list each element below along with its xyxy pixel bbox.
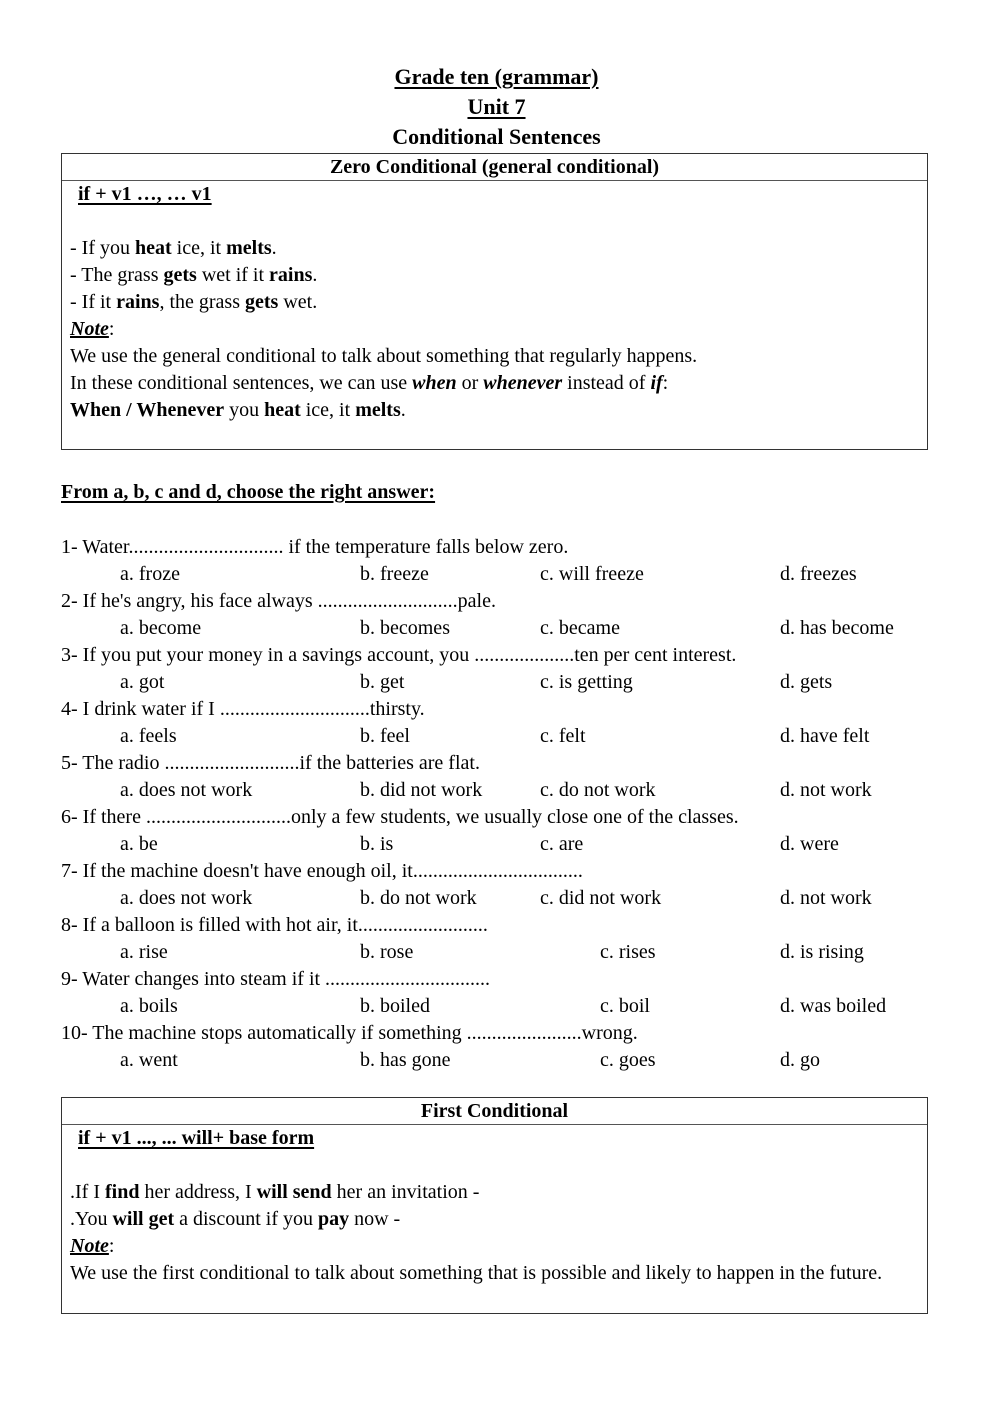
option-b[interactable]: b. do not work [360, 887, 477, 909]
option-b[interactable]: b. freeze [360, 563, 429, 585]
option-a[interactable]: a. froze [120, 563, 180, 585]
first-note-text: We use the first conditional to talk about something that is possible and likely to happen in the future. [70, 1262, 883, 1284]
note-example: When / Whenever you heat ice, it melts. [70, 399, 406, 421]
option-d[interactable]: d. is rising [780, 941, 864, 963]
option-a[interactable]: a. does not work [120, 887, 253, 909]
option-c[interactable]: c. did not work [540, 887, 662, 909]
zero-conditional-formula: if + v1 …, … v1 [78, 183, 212, 205]
first-conditional-heading: First Conditional [62, 1098, 927, 1125]
option-b[interactable]: b. becomes [360, 617, 450, 639]
options-row [61, 831, 941, 858]
example-2: - The grass gets wet if it rains. [70, 264, 318, 286]
option-a[interactable]: a. be [120, 833, 158, 855]
option-a[interactable]: a. become [120, 617, 202, 639]
options-row [61, 669, 941, 696]
option-b[interactable]: b. has gone [360, 1049, 451, 1071]
example-3: - If it rains, the grass gets wet. [70, 291, 318, 313]
options-row [61, 885, 941, 912]
question-2: 2- If he's angry, his face always ............................pale. [61, 590, 496, 612]
question-10: 10- The machine stops automatically if something .......................wrong. [61, 1022, 638, 1044]
option-b[interactable]: b. rose [360, 941, 414, 963]
option-a[interactable]: a. rise [120, 941, 168, 963]
exercise-instruction: From a, b, c and d, choose the right answer: [61, 481, 436, 503]
question-1: 1- Water............................... if the temperature falls below zero. [61, 536, 569, 558]
first-conditional-formula: if + v1 ..., ... will+ base form [78, 1127, 315, 1149]
options-row [61, 777, 941, 804]
question-9: 9- Water changes into steam if it ................................. [61, 968, 491, 990]
option-d[interactable]: d. was boiled [780, 995, 887, 1017]
question-list [61, 534, 941, 1074]
option-c[interactable]: c. is getting [540, 671, 633, 693]
note-text-1: We use the general conditional to talk about something that regularly happens. [70, 345, 698, 367]
option-c[interactable]: c. felt [540, 725, 586, 747]
option-c[interactable]: c. will freeze [540, 563, 644, 585]
option-d[interactable]: d. freezes [780, 563, 857, 585]
question-5: 5- The radio ...........................if the batteries are flat. [61, 752, 480, 774]
options-row [61, 939, 941, 966]
option-c[interactable]: c. became [540, 617, 620, 639]
zero-conditional-heading: Zero Conditional (general conditional) [62, 154, 927, 181]
option-d[interactable]: d. not work [780, 779, 872, 801]
option-c[interactable]: c. boil [600, 995, 650, 1017]
options-row [61, 723, 941, 750]
options-row [61, 993, 941, 1020]
option-d[interactable]: d. gets [780, 671, 833, 693]
options-row [61, 1047, 941, 1074]
first-conditional-box [61, 1097, 928, 1314]
option-b[interactable]: b. get [360, 671, 405, 693]
topic-title: Conditional Sentences [392, 124, 601, 149]
first-example-1: .If I find her address, I will send her an invitation - [70, 1181, 480, 1203]
option-a[interactable]: a. boils [120, 995, 178, 1017]
option-d[interactable]: d. go [780, 1049, 820, 1071]
option-d[interactable]: d. not work [780, 887, 872, 909]
note-text-2: In these conditional sentences, we can use when or whenever instead of if: [70, 372, 669, 394]
question-8: 8- If a balloon is filled with hot air, it.......................... [61, 914, 488, 936]
option-c[interactable]: c. rises [600, 941, 656, 963]
option-c[interactable]: c. are [540, 833, 584, 855]
option-b[interactable]: b. boiled [360, 995, 430, 1017]
question-7: 7- If the machine doesn't have enough oil, it.................................. [61, 860, 583, 882]
option-b[interactable]: b. did not work [360, 779, 483, 801]
question-3: 3- If you put your money in a savings account, you ....................ten per cent interest. [61, 644, 737, 666]
example-1: - If you heat ice, it melts. [70, 237, 277, 259]
question-4: 4- I drink water if I ..............................thirsty. [61, 698, 425, 720]
option-b[interactable]: b. is [360, 833, 394, 855]
options-row [61, 561, 941, 588]
option-b[interactable]: b. feel [360, 725, 410, 747]
option-a[interactable]: a. does not work [120, 779, 253, 801]
option-a[interactable]: a. feels [120, 725, 177, 747]
first-example-2: .You will get a discount if you pay now - [70, 1208, 401, 1230]
option-d[interactable]: d. were [780, 833, 839, 855]
first-note-label: Note: [70, 1235, 115, 1257]
note-label: Note: [70, 318, 115, 340]
option-a[interactable]: a. got [120, 671, 165, 693]
options-row [61, 615, 941, 642]
option-c[interactable]: c. goes [600, 1049, 656, 1071]
document-title: Grade ten (grammar) [394, 64, 599, 89]
question-6: 6- If there .............................only a few students, we usually close one of the classes. [61, 806, 739, 828]
option-d[interactable]: d. has become [780, 617, 894, 639]
zero-conditional-box [61, 153, 928, 450]
option-c[interactable]: c. do not work [540, 779, 656, 801]
option-a[interactable]: a. went [120, 1049, 178, 1071]
option-d[interactable]: d. have felt [780, 725, 870, 747]
unit-title: Unit 7 [467, 94, 526, 119]
